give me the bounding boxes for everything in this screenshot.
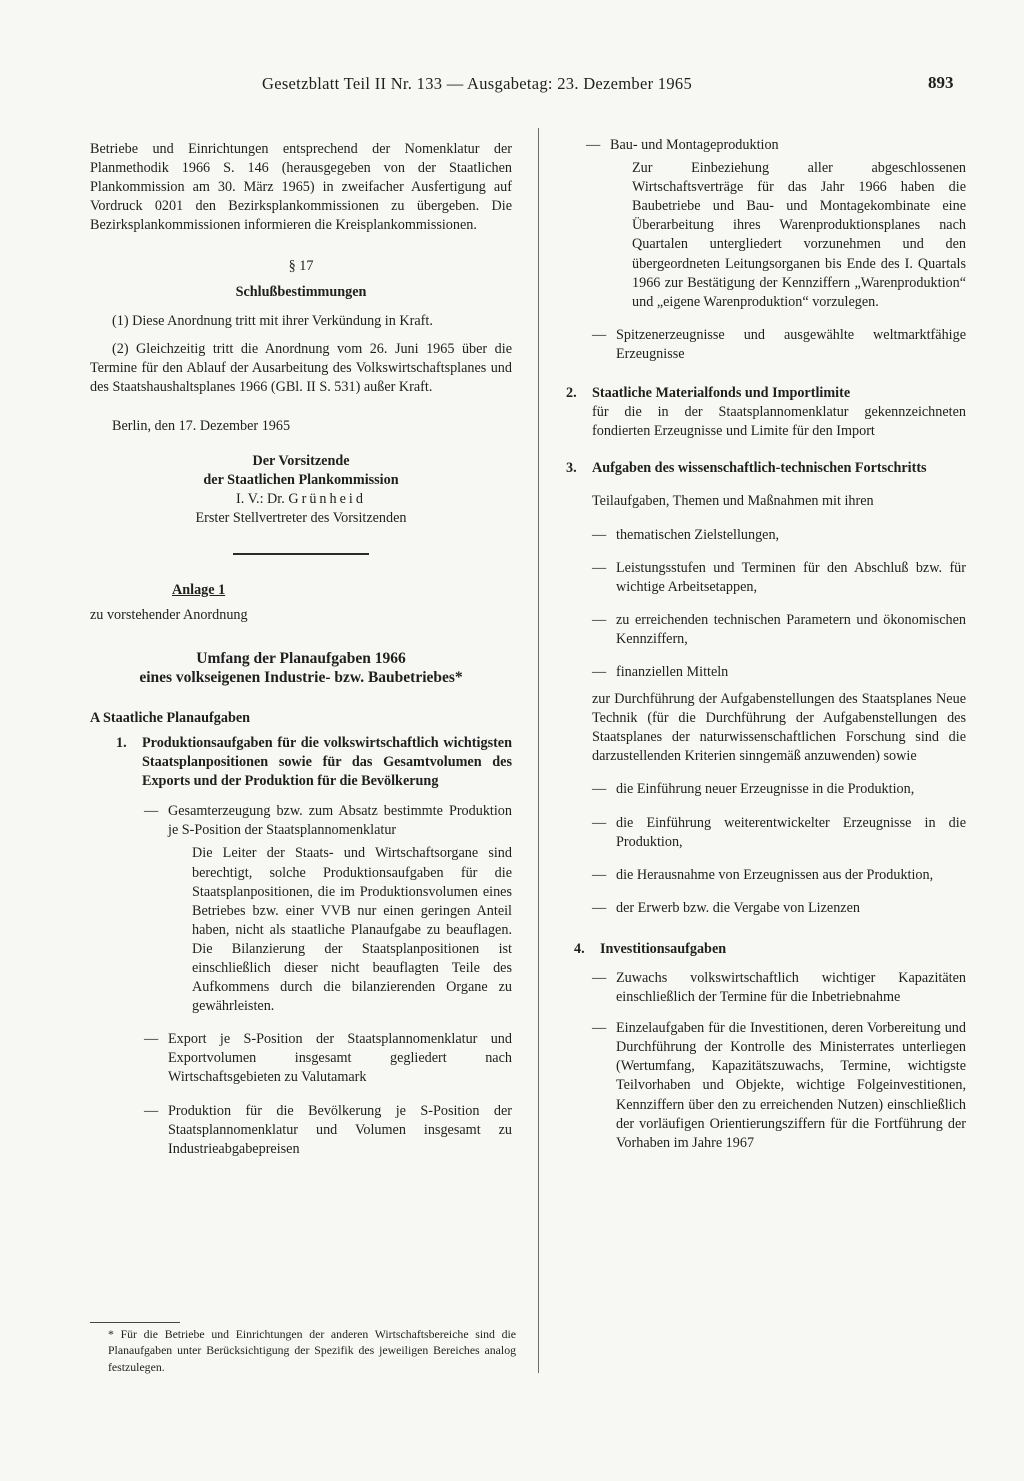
list-item-text: die Einführung weiterentwickelter Erzeugnisse in die Produktion, (616, 814, 966, 850)
list-item (592, 663, 966, 682)
list-item-text: thematischen Zielstellungen, (616, 526, 780, 543)
list-item-text: zu erreichenden technischen Parametern und ökonomischen Kennziffern, (616, 611, 966, 647)
anlage-subtitle: zu vorstehender Anordnung (90, 606, 248, 623)
list-item (592, 559, 966, 597)
dash-marker: — (592, 814, 607, 831)
list-item-text: Spitzenerzeugnisse und ausgewählte weltmarktfähige Erzeugnisse (616, 326, 966, 362)
main-title-line-2: eines volkseigenen Industrie- bzw. Baubetriebes* (139, 668, 463, 686)
footnote: * Für die Betriebe und Einrichtungen der anderen Wirtschaftsbereiche sind die Planaufgaben unter Berücksichtigung der Spezifik des jeweiligen Bereiches analog festzulegen. (108, 1327, 516, 1374)
dash-marker: — (144, 803, 159, 820)
list-item-text: Einzelaufgaben für die Investitionen, deren Vorbereitung und Durchführung der Kontrolle des Ministerrates unterliegen (Wertumfang, Kapazitätszuwachs, Termine, wichtigste Teilvorhaben und Objekte, wichtige Folgeinvestitionen, Kennziffern über den zu erreichenden Nutzen) einschließlich der vorläufigen Orientierungsziffern für die Fortführung der Vorhaben im Jahre 1967 (616, 1020, 966, 1151)
list-item-text: Produktion für die Bevölkerung je S-Position der Staatsplannomenklatur und Volumen insgesamt zu Industrieabgabepreisen (168, 1102, 512, 1157)
dash-marker: — (592, 1020, 607, 1037)
list-item (592, 611, 966, 649)
item-title: Aufgaben des wissenschaftlich-technischen Fortschritts (592, 460, 927, 477)
list-item (144, 802, 512, 840)
item-number: 3. (566, 460, 577, 477)
item-number: 1. (116, 734, 127, 751)
list-item-detail: Die Leiter der Staats- und Wirtschaftsorgane sind berechtigt, solche Produktionsaufgaben für die Staatsplanpositionen, die im Produktionsvolumen eines Betriebes bzw. einer VVB nur einen geringen Anteil haben, nicht als staatliche Planaufgabe zu beauflagen. Die Bilanzierung der Staatsplanpositionen ist einschließlich dieser nicht beauflagten Teile des Aufkommens durch die bilanzierenden Organe zu gewährleisten. (192, 845, 512, 1015)
list-item-text: die Herausnahme von Erzeugnissen aus der Produktion, (616, 866, 934, 883)
signatory-role: Erster Stellvertreter des Vorsitzenden (195, 510, 407, 527)
list-item-text: Zuwachs volkswirtschaftlich wichtiger Kapazitäten einschließlich der Termine für die Inbetriebnahme (616, 970, 966, 1006)
list-item-text: Bau- und Montageproduktion (610, 137, 779, 153)
list-item-text: der Erwerb bzw. die Vergabe von Lizenzen (616, 899, 860, 916)
list-item (592, 969, 966, 1007)
numbered-item-1 (116, 734, 512, 791)
dash-marker: — (592, 526, 607, 543)
list-item-text: die Einführung neuer Erzeugnisse in die Produktion, (616, 781, 915, 798)
left-column (90, 140, 512, 1159)
section-a-heading: A Staatliche Planaufgaben (90, 709, 251, 726)
anlage-title: Anlage 1 (172, 581, 226, 598)
dash-marker: — (592, 559, 607, 576)
list-item (144, 1030, 512, 1087)
list-item-detail: Zur Einbeziehung aller abgeschlossenen Wirtschaftsverträge für das Jahr 1966 haben die Baubetriebe und Bau- und Montagekombinate eine Überarbeitung ihres Warenproduktionsplanes nach Quartalen untergliedert vorzunehmen und den übergeordneten Leitungsorganen bis Ende des I. Quartals 1966 zur Bestätigung der Kennziffern „Warenproduktion“ und „eigene Warenproduktion“ vorzulegen. (632, 160, 966, 310)
signatory-title-2: der Staatlichen Plankommission (203, 472, 399, 489)
place-date: Berlin, den 17. Dezember 1965 (112, 418, 291, 435)
paragraph-1: (1) Diese Anordnung tritt mit ihrer Verkündung in Kraft. (112, 312, 433, 329)
list-item (592, 780, 966, 799)
item-number: 4. (574, 940, 585, 957)
dash-marker: — (592, 866, 607, 883)
dash-marker: — (586, 137, 601, 153)
dash-marker: — (592, 326, 607, 343)
list-item-text: Export je S-Position der Staatsplannomenklatur und Exportvolumen insgesamt gegliedert nach Wirtschaftsgebieten zu Valutamark (168, 1031, 512, 1086)
signatory-name: Grünheid (288, 491, 366, 508)
item-title: Produktionsaufgaben für die volkswirtschaftlich wichtigsten Staatsplanpositionen sowie für das Gesamtvolumen des Exports und der Produktion für die Bevölkerung (142, 734, 512, 790)
list-item (586, 136, 966, 155)
dash-marker: — (592, 970, 607, 986)
signatory-name-line (90, 490, 512, 509)
item-number: 2. (566, 385, 577, 402)
list-item (592, 326, 966, 364)
intro-paragraph: Betriebe und Einrichtungen entsprechend der Nomenklatur der Planmethodik 1966 S. 146 (herausgegeben von der Staatlichen Plankommission am 30. März 1965) in zweifacher Ausfertigung auf Vordruck 0201 den Bezirksplankommissionen zu übergeben. Die Bezirksplankommissionen informieren die Kreisplankommissionen. (90, 141, 512, 234)
item-intro: Teilaufgaben, Themen und Maßnahmen mit ihren (592, 493, 874, 510)
item-title: Investitionsaufgaben (600, 940, 727, 957)
paragraph-2: (2) Gleichzeitig tritt die Anordnung vom 26. Juni 1965 über die Termine für den Ablauf der Ausarbeitung des Volkswirtschaftsplanes und des Staatshaushaltsplanes 1966 (GBl. II S. 531) außer Kraft. (90, 340, 512, 395)
list-item (592, 899, 966, 918)
item-mid-text: zur Durchführung der Aufgabenstellungen des Staatsplanes Neue Technik (für die Durchführung der Aufgabenstellungen des Staatsplanes der naturwissenschaftlichen Forschung sind die darzustellenden Kriterien sinngemäß anzuwenden) sowie (592, 691, 966, 765)
column-divider (538, 128, 539, 1373)
item-text: für die in der Staatsplannomenklatur gekennzeichneten fondierten Erzeugnisse und Limite für den Import (592, 404, 966, 440)
page-number: 893 (928, 73, 954, 92)
signatory-title-1: Der Vorsitzende (252, 453, 350, 470)
dash-marker: — (144, 1031, 159, 1048)
list-item-text: Gesamterzeugung bzw. zum Absatz bestimmte Produktion je S-Position der Staatsplannomenklatur (168, 803, 512, 839)
dash-marker: — (592, 611, 607, 628)
signatory-prefix: I. V.: Dr. (236, 491, 285, 508)
right-column (566, 137, 966, 1153)
dash-marker: — (144, 1102, 159, 1119)
list-item (592, 1019, 966, 1153)
list-item (592, 866, 966, 885)
numbered-item-2 (566, 384, 966, 441)
gazette-header: Gesetzblatt Teil II Nr. 133 — Ausgabetag: 23. Dezember 1965 (262, 74, 693, 93)
dash-marker: — (592, 663, 607, 680)
list-item (144, 1102, 512, 1159)
footnote-rule (90, 1322, 180, 1323)
section-title: Schlußbestimmungen (235, 283, 367, 300)
item-title: Staatliche Materialfonds und Importlimite (592, 385, 851, 402)
separator-rule (233, 553, 369, 555)
list-item-text: finanziellen Mitteln (616, 663, 729, 680)
list-item (592, 526, 966, 545)
section-number: § 17 (288, 258, 314, 275)
numbered-item-3 (566, 459, 966, 918)
dash-marker: — (592, 781, 607, 798)
numbered-item-4 (574, 940, 966, 959)
dash-marker: — (592, 899, 607, 916)
main-title-line-1: Umfang der Planaufgaben 1966 (196, 649, 406, 667)
list-item-text: Leistungsstufen und Terminen für den Abschluß bzw. für wichtige Arbeitsetappen, (616, 559, 966, 595)
page-header (0, 74, 1024, 98)
list-item (592, 814, 966, 852)
